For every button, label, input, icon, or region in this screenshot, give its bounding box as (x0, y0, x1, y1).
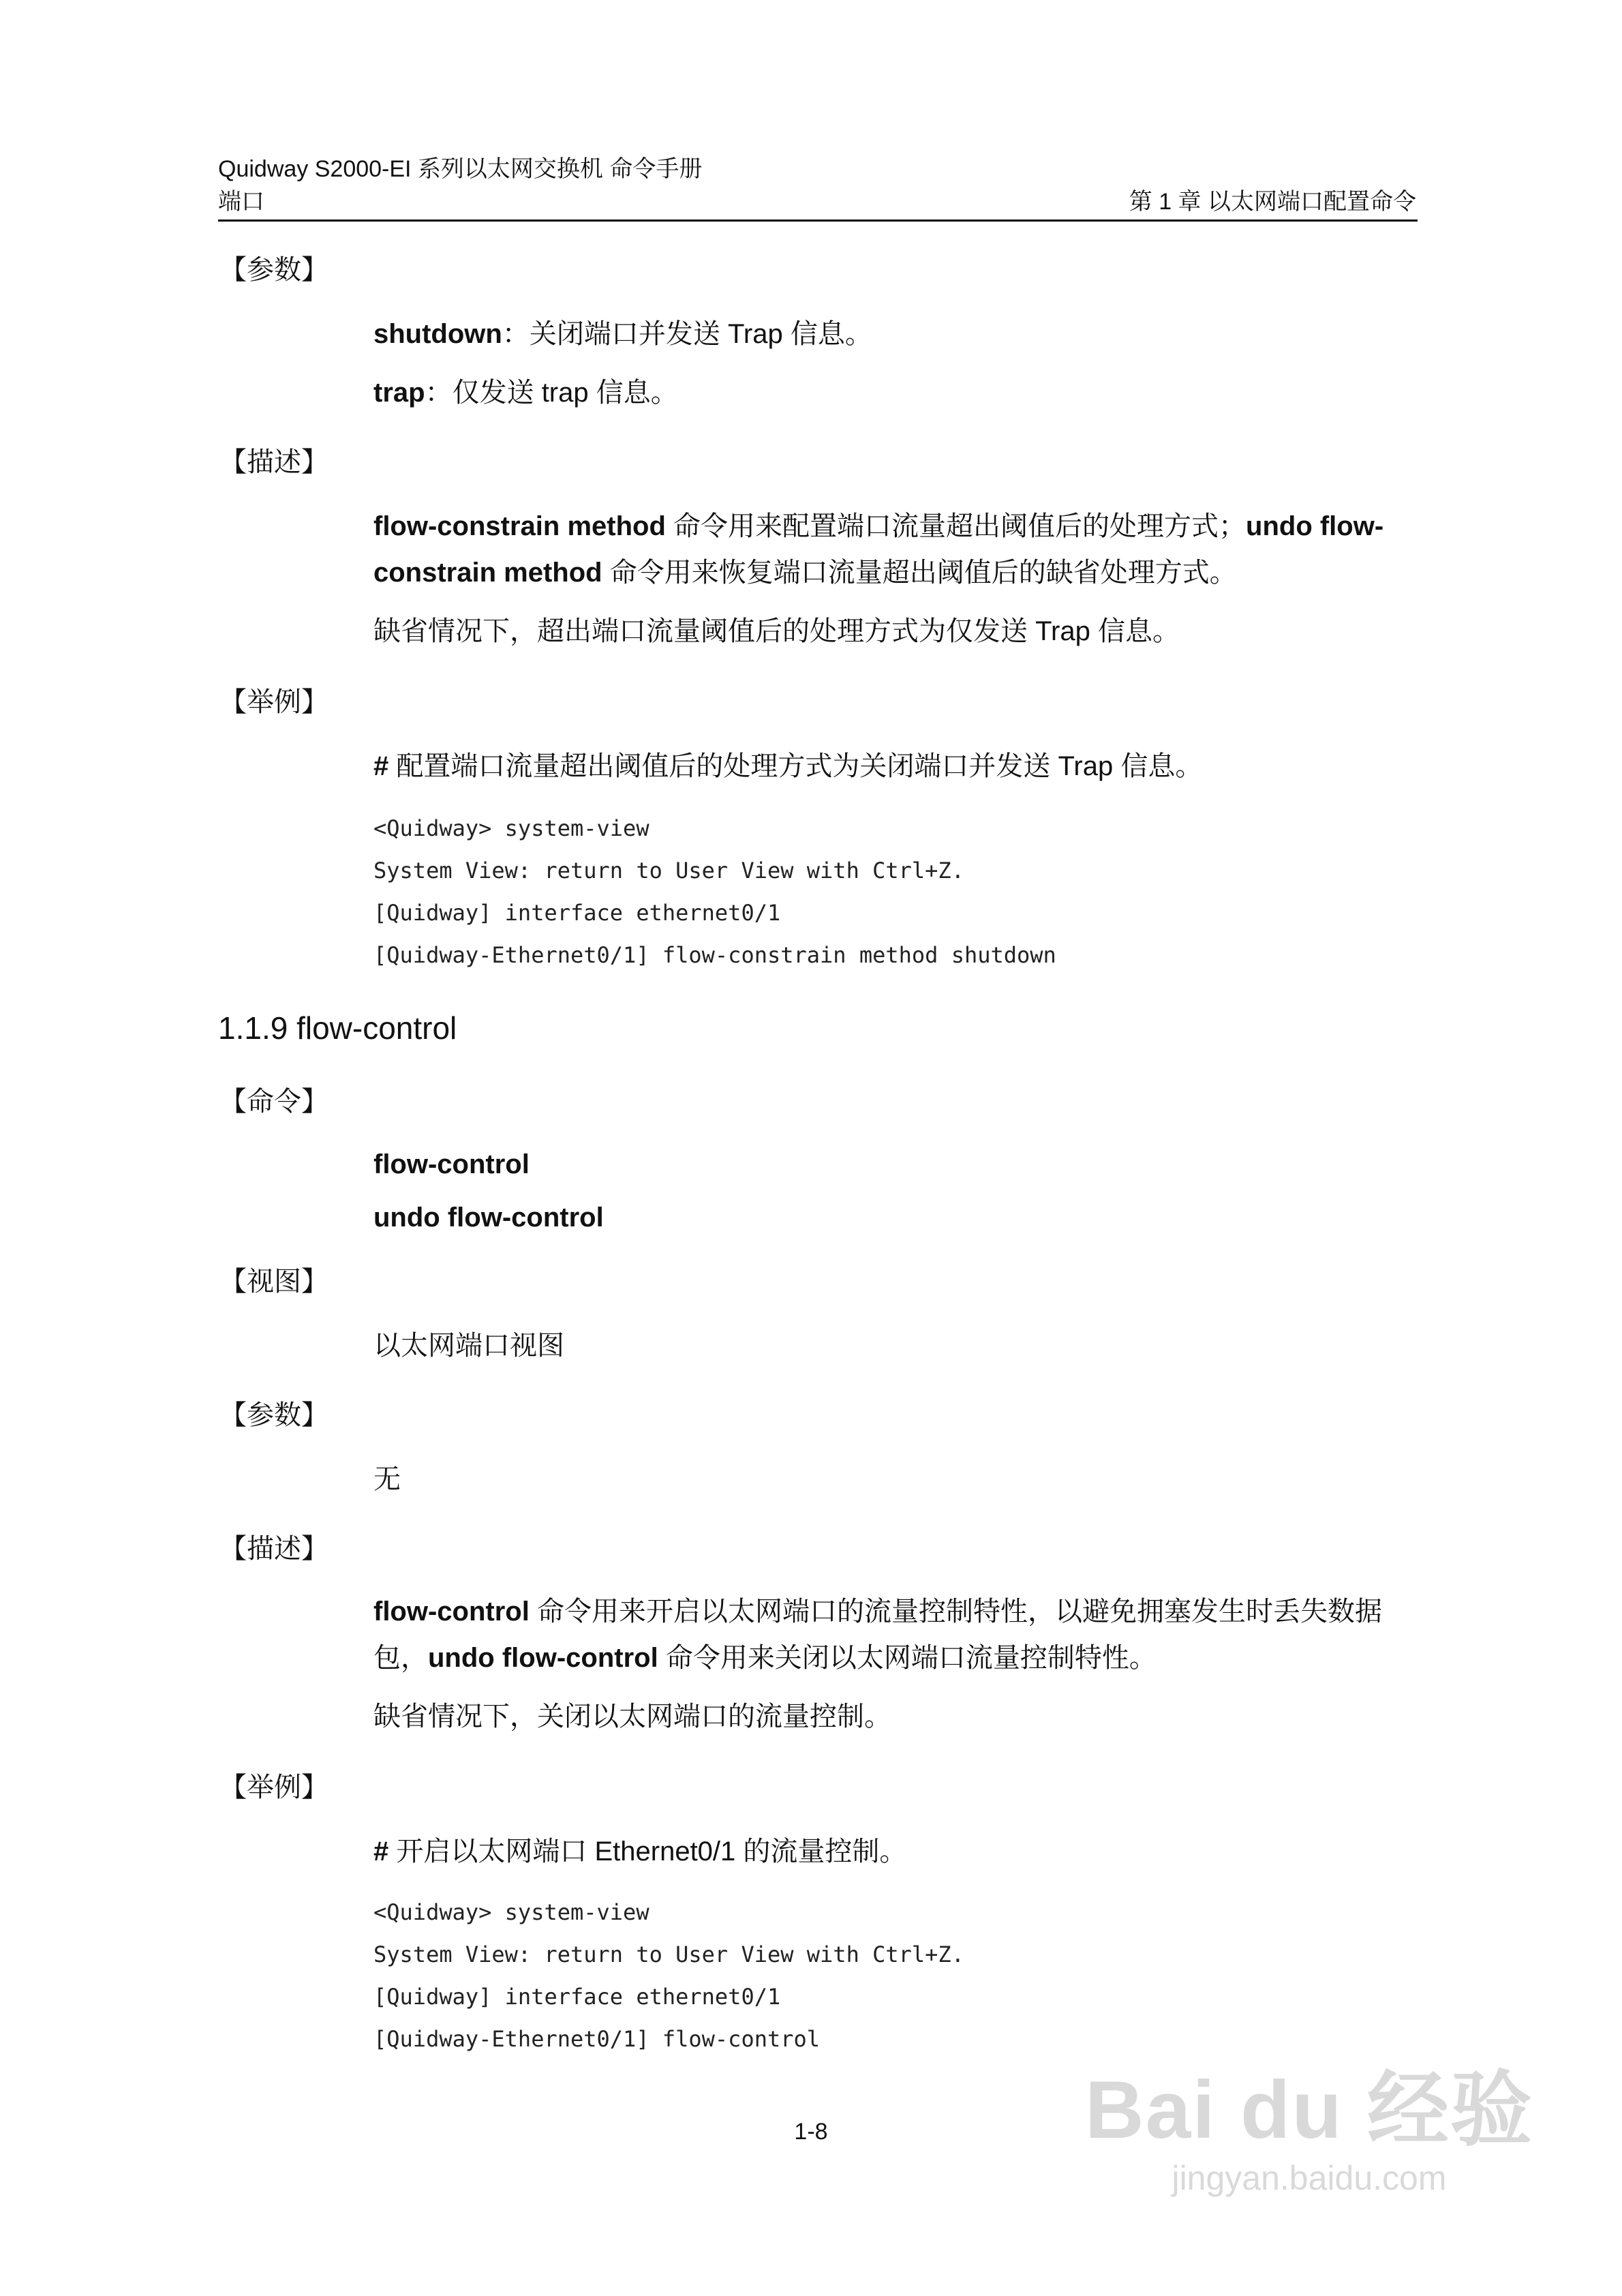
watermark-url: jingyan.baidu.com (1172, 2159, 1447, 2197)
example-text: 配置端口流量超出阈值后的处理方式为关闭端口并发送 Trap 信息。 (388, 751, 1203, 781)
desc-heading-2: 【描述】 (219, 1534, 328, 1564)
header-rule (218, 220, 1418, 222)
header-section: 端口 (218, 189, 264, 215)
baidu-jingyan-watermark (1085, 2066, 1533, 2198)
params-heading-2: 【参数】 (219, 1400, 328, 1430)
example2-text: 开启以太网端口 Ethernet0/1 的流量控制。 (388, 1837, 907, 1867)
desc-keyword-1: flow-constrain method (373, 511, 666, 541)
example2-code-line: [Quidway-Ethernet0/1] flow-control (373, 2026, 821, 2052)
example2-code-line: System View: return to User View with Ctrl+Z. (373, 1942, 964, 1967)
example2-code-line: <Quidway> system-view (373, 1899, 649, 1925)
desc-paragraph-2 (373, 1588, 1416, 1681)
example-code-line: [Quidway-Ethernet0/1] flow-constrain method shutdown (373, 942, 1056, 968)
desc-keyword-2: undo flow-constrain method (373, 511, 1384, 588)
section-heading-flow-control: 1.1.9 flow-control (218, 1010, 457, 1046)
param-shutdown-keyword: shutdown (373, 319, 502, 349)
desc-text-1: 命令用来配置端口流量超出阈值后的处理方式； (665, 511, 1246, 541)
view-text: 以太网端口视图 (373, 1331, 564, 1361)
watermark-logo: Bai du 经验 (1084, 2064, 1533, 2156)
desc2-keyword-2: undo flow-control (428, 1643, 658, 1673)
desc2-text-2: 命令用来关闭以太网端口流量控制特性。 (658, 1643, 1157, 1673)
header-title: Quidway S2000-EI 系列以太网交换机 命令手册 (218, 156, 703, 182)
desc-paragraph (373, 503, 1416, 596)
example2-hash: # (373, 1837, 389, 1867)
desc2-keyword-1: flow-control (373, 1597, 530, 1627)
desc-default-2: 缺省情况下，关闭以太网端口的流量控制。 (373, 1702, 891, 1732)
desc2-text-1: 命令用来开启以太网端口的流量控制特性，以避免拥塞发生时丢失数据包， (373, 1597, 1382, 1673)
example-code-line: System View: return to User View with Ctrl+Z. (373, 858, 964, 883)
example-code-line: [Quidway] interface ethernet0/1 (373, 900, 781, 926)
param-trap (373, 369, 1416, 416)
param-trap-keyword: trap (373, 378, 425, 408)
example-description-2 (373, 1828, 1416, 1875)
example-heading-2: 【举例】 (219, 1772, 328, 1802)
param-shutdown (373, 311, 1416, 357)
param-shutdown-text: ：关闭端口并发送 Trap 信息。 (502, 319, 872, 349)
header-chapter: 第 1 章 以太网端口配置命令 (1129, 189, 1416, 215)
example-heading: 【举例】 (219, 687, 328, 717)
desc-text-2: 命令用来恢复端口流量超出阈值后的缺省处理方式。 (602, 558, 1237, 588)
cmd-heading: 【命令】 (219, 1087, 328, 1117)
example2-code-line: [Quidway] interface ethernet0/1 (373, 1984, 781, 2010)
example-code-line: <Quidway> system-view (373, 815, 649, 841)
page-number: 1-8 (794, 2119, 828, 2145)
view-heading: 【视图】 (219, 1267, 328, 1297)
example-hash: # (373, 751, 389, 781)
params-heading: 【参数】 (219, 255, 328, 285)
cmd-undo-flow-control: undo flow-control (373, 1203, 604, 1233)
example-description (373, 743, 1416, 789)
cmd-flow-control: flow-control (373, 1149, 530, 1179)
desc-heading: 【描述】 (219, 447, 328, 477)
desc-default: 缺省情况下，超出端口流量阈值后的处理方式为仅发送 Trap 信息。 (373, 616, 1180, 646)
param-trap-text: ：仅发送 trap 信息。 (425, 378, 678, 408)
params-text-2: 无 (373, 1464, 401, 1494)
